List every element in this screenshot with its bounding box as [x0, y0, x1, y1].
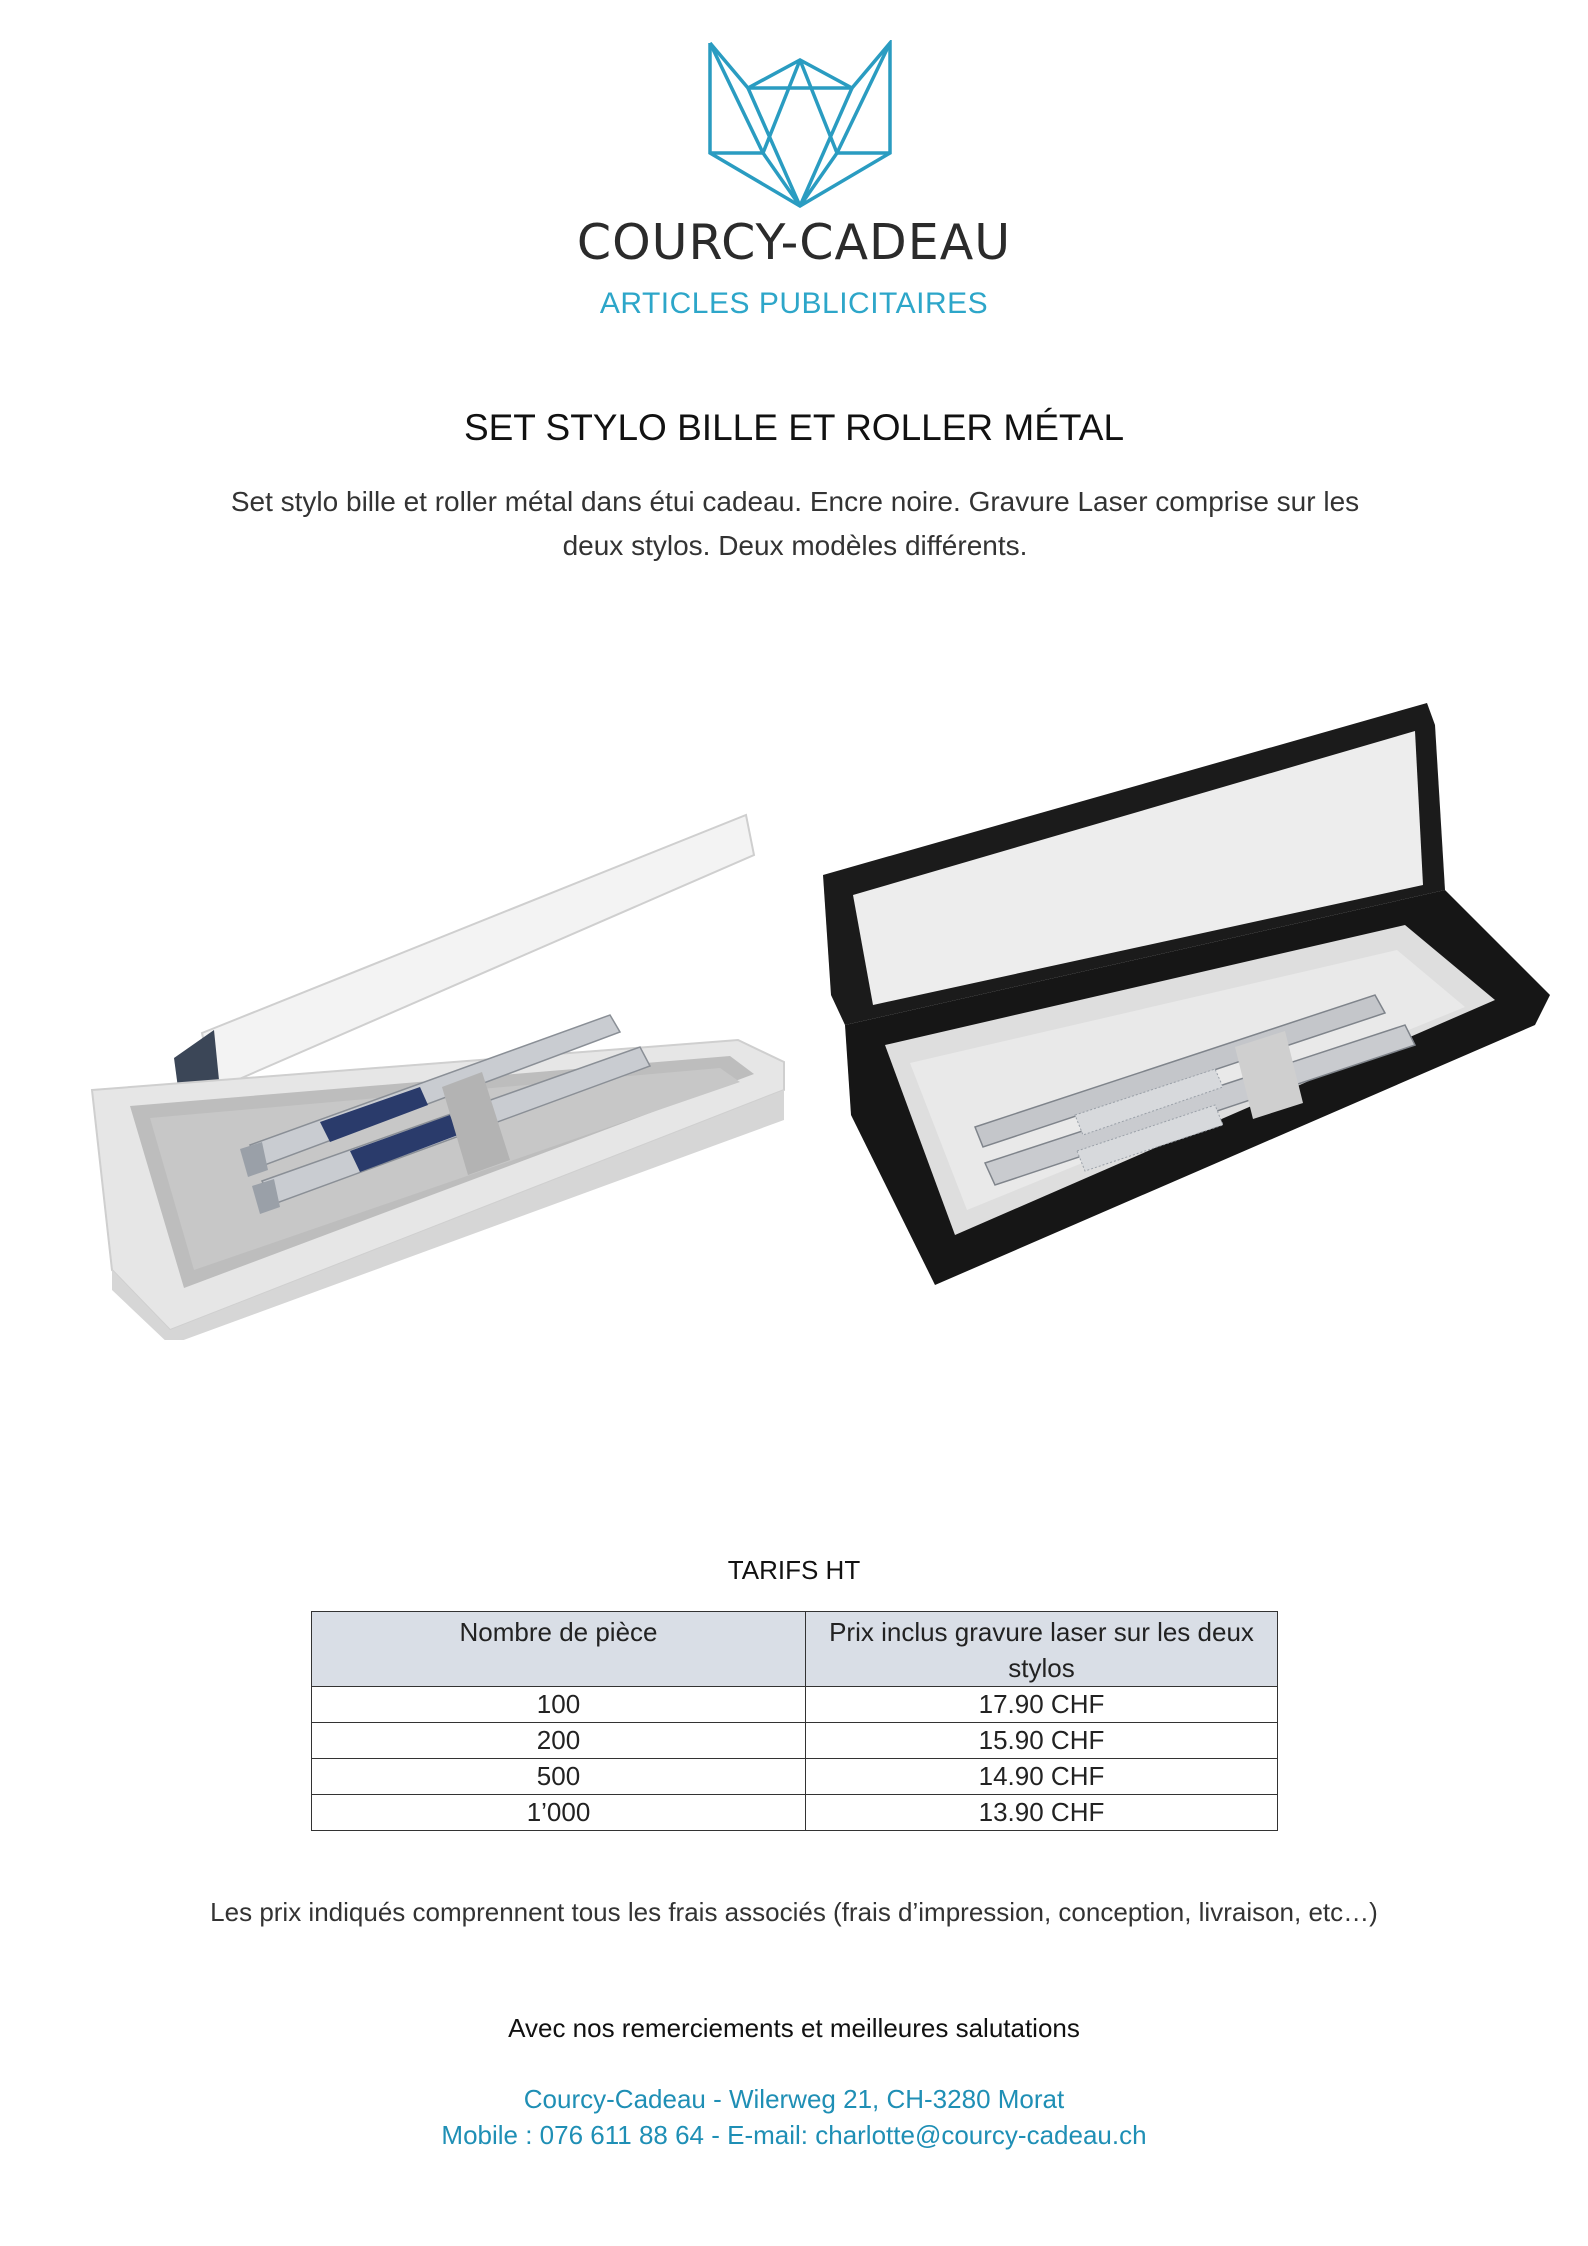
table-header-row	[312, 1612, 1278, 1687]
table-row	[312, 1723, 1278, 1759]
pen-set-white-box-image	[90, 800, 790, 1340]
price-cell: 14.90 CHF	[806, 1759, 1278, 1795]
geometric-fox-head-icon	[707, 40, 893, 208]
product-title: SET STYLO BILLE ET ROLLER MÉTAL	[463, 407, 1125, 448]
product-description: Set stylo bille et roller métal dans étui cadeau. Encre noire. Gravure Laser comprise sur les deux stylos. Deux modèles différents.	[230, 486, 1360, 561]
price-cell: 13.90 CHF	[806, 1795, 1278, 1831]
contact-address: Courcy-Cadeau - Wilerweg 21, CH-3280 Morat	[523, 2084, 1065, 2114]
closing-salutation: Avec nos remerciements et meilleures salutations	[508, 2013, 1080, 2043]
tarifs-title: TARIFS HT	[727, 1555, 861, 1585]
table-header-cell: Prix inclus gravure laser sur les deux stylos	[806, 1612, 1278, 1687]
table-row	[312, 1759, 1278, 1795]
table-row	[312, 1687, 1278, 1723]
quantity-cell: 1’000	[312, 1795, 806, 1831]
pen-set-black-box-image	[815, 695, 1550, 1295]
pricing-footnote: Les prix indiqués comprennent tous les frais associés (frais d’impression, conception, livraison, etc…)	[210, 1897, 1378, 1927]
table-header-cell: Nombre de pièce	[312, 1612, 806, 1687]
brand-tagline: ARTICLES PUBLICITAIRES	[599, 287, 989, 320]
quantity-cell: 200	[312, 1723, 806, 1759]
contact-phone-email: Mobile : 076 611 88 64 - E-mail: charlotte@courcy-cadeau.ch	[441, 2120, 1147, 2150]
quantity-cell: 100	[312, 1687, 806, 1723]
price-table	[311, 1611, 1278, 1831]
quantity-cell: 500	[312, 1759, 806, 1795]
price-cell: 15.90 CHF	[806, 1723, 1278, 1759]
table-row	[312, 1795, 1278, 1831]
price-cell: 17.90 CHF	[806, 1687, 1278, 1723]
brand-name: COURCY-CADEAU	[576, 214, 1012, 271]
